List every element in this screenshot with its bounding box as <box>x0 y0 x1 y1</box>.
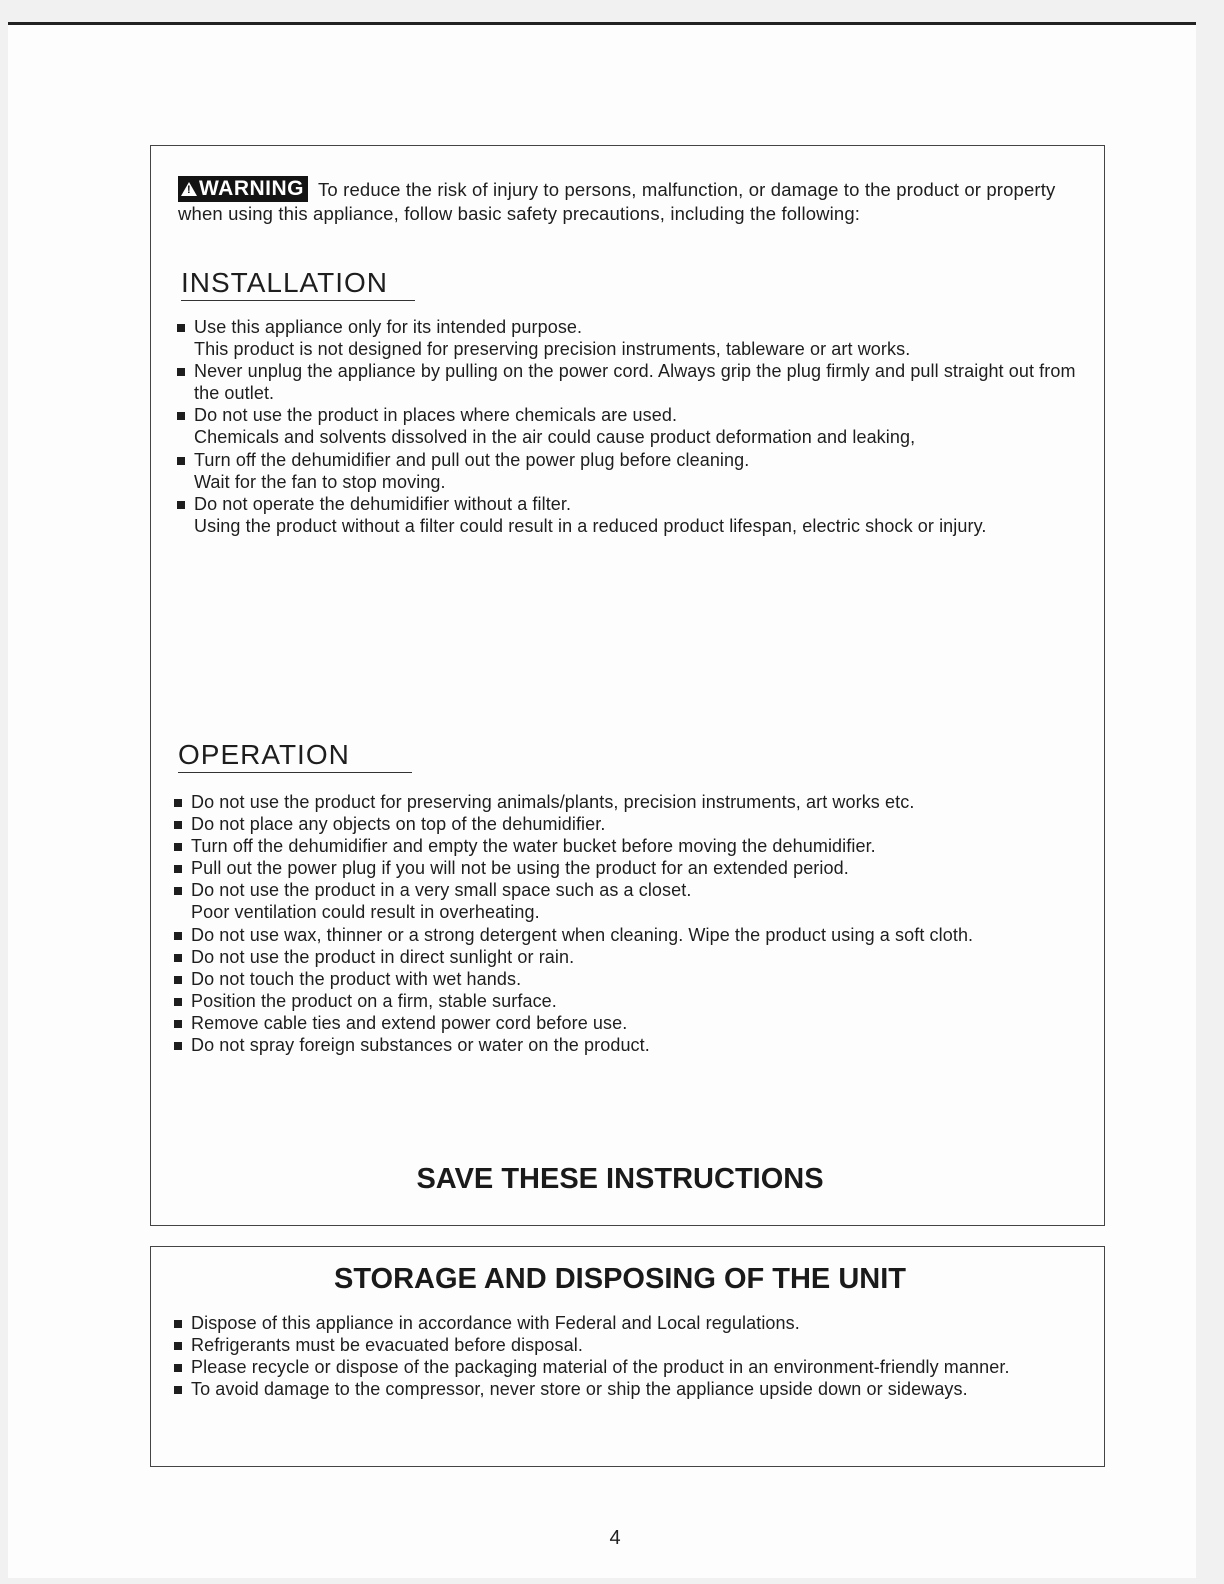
list-item <box>173 1356 1101 1378</box>
list-item <box>173 857 1078 879</box>
list-item <box>173 1012 1078 1034</box>
list-item-subtext: Wait for the fan to stop moving. <box>194 471 446 492</box>
list-item-text: Remove cable ties and extend power cord before use. <box>191 1012 628 1033</box>
warning-badge-label: WARNING <box>199 177 304 200</box>
list-item <box>173 1312 1101 1334</box>
list-item-text: Do not spray foreign substances or water on the product. <box>191 1035 650 1056</box>
warning-triangle-icon <box>181 182 197 196</box>
list-item <box>176 493 1081 537</box>
storage-heading: STORAGE AND DISPOSING OF THE UNIT <box>334 1263 906 1295</box>
list-item <box>176 404 1081 448</box>
list-item <box>173 879 1078 923</box>
warning-intro-text: To reduce the risk of injury to persons, malfunction, or damage to the product or property when using this appliance, follow basic safety precautions, including the following: <box>178 179 1056 224</box>
list-item <box>173 1034 1078 1056</box>
list-item <box>173 946 1078 968</box>
page-number: 4 <box>609 1527 621 1549</box>
list-item-text: Do not use wax, thinner or a strong detergent when cleaning. Wipe the product using a soft cloth. <box>191 924 974 945</box>
safety-instructions-box <box>150 145 1105 1226</box>
list-item-subtext: Chemicals and solvents dissolved in the air could cause product deformation and leaking, <box>194 427 916 448</box>
warning-intro <box>178 176 1088 225</box>
list-item-text: Turn off the dehumidifier and empty the water bucket before moving the dehumidifier. <box>191 836 876 857</box>
list-item <box>173 835 1078 857</box>
list-item-text: To avoid damage to the compressor, never store or ship the appliance upside down or sideways. <box>191 1379 968 1400</box>
list-item-text: Do not use the product in direct sunlight or rain. <box>191 946 575 967</box>
list-item <box>173 990 1078 1012</box>
save-instructions-title: SAVE THESE INSTRUCTIONS <box>416 1163 824 1195</box>
list-item <box>176 316 1081 360</box>
list-item-text: Never unplug the appliance by pulling on the power cord. Always grip the plug firmly and pull straight out from the outlet. <box>194 361 1076 404</box>
list-item-text: Turn off the dehumidifier and pull out the power plug before cleaning. <box>194 449 750 470</box>
list-item <box>173 924 1078 946</box>
list-item-text: Do not place any objects on top of the dehumidifier. <box>191 814 606 835</box>
list-item <box>173 1334 1101 1356</box>
operation-list <box>173 791 1078 1056</box>
storage-list <box>173 1312 1101 1400</box>
list-item-text: Do not use the product in places where chemicals are used. <box>194 405 678 426</box>
list-item-text: Pull out the power plug if you will not be using the product for an extended period. <box>191 858 849 879</box>
list-item-subtext: This product is not designed for preserving precision instruments, tableware or art works. <box>194 339 911 360</box>
list-item-text: Please recycle or dispose of the packaging material of the product in an environment-friendly manner. <box>191 1357 1010 1378</box>
list-item-text: Do not use the product in a very small space such as a closet. <box>191 880 692 901</box>
list-item-text: Use this appliance only for its intended purpose. <box>194 317 583 337</box>
warning-badge <box>178 176 308 202</box>
list-item-text: Do not touch the product with wet hands. <box>191 968 522 989</box>
list-item <box>173 813 1078 835</box>
list-item <box>173 1378 1101 1400</box>
installation-heading: INSTALLATION <box>181 268 415 301</box>
list-item <box>176 449 1081 493</box>
installation-list <box>176 316 1081 537</box>
list-item-text: Position the product on a firm, stable surface. <box>191 990 557 1011</box>
list-item-subtext: Using the product without a filter could result in a reduced product lifespan, electric shock or injury. <box>194 515 987 536</box>
list-item-text: Dispose of this appliance in accordance with Federal and Local regulations. <box>191 1313 800 1333</box>
top-border-rule <box>8 22 1196 25</box>
list-item <box>173 791 1078 813</box>
list-item-text: Do not operate the dehumidifier without a filter. <box>194 493 572 514</box>
list-item <box>176 360 1081 404</box>
list-item <box>173 968 1078 990</box>
list-item-subtext: Poor ventilation could result in overheating. <box>191 902 540 923</box>
list-item-text: Refrigerants must be evacuated before disposal. <box>191 1335 583 1356</box>
list-item-text: Do not use the product for preserving animals/plants, precision instruments, art works etc. <box>191 792 915 812</box>
operation-heading: OPERATION <box>178 740 412 773</box>
